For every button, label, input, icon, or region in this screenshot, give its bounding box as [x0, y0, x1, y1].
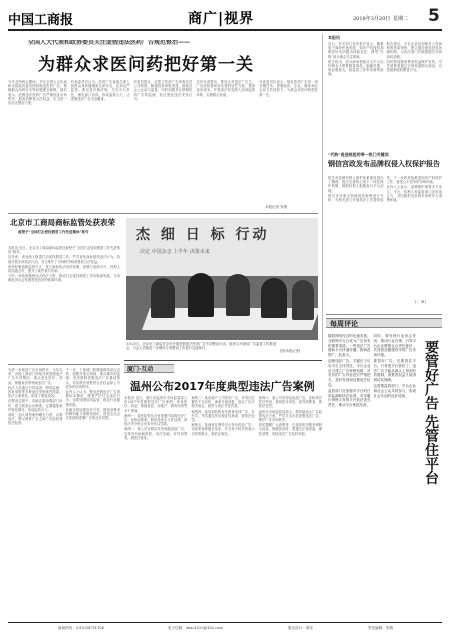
- photo-signage: 杰 细 日 标 行动: [136, 227, 270, 243]
- section-title: 商广|视界: [188, 11, 255, 27]
- photo-person-4: [261, 278, 287, 318]
- section-rule-left: [8, 213, 318, 214]
- newspaper-logo: 中国工商报: [8, 13, 74, 28]
- photo-caption: 3月20日，北京市工商局在全市开展虚假违法医药广告专项整治行动，组织召开商标广告监管工作推进会，与会人员就进一步做好专项整治工作进行交流探讨。: [126, 342, 276, 351]
- bottom-rule: [124, 360, 322, 361]
- photo-person-5: [292, 280, 314, 320]
- left-mid-headline: 北京市工商局商标监管处获表荣: [10, 218, 115, 227]
- news-tag: 厦门·互动: [124, 364, 174, 373]
- commentary-rule: [326, 314, 442, 315]
- issue-date: 2018年3月20日: [353, 16, 391, 22]
- photo-banner: 决定 中国杂志 上半年 决策未来: [140, 249, 210, 255]
- bottom-body: 本报讯 近日，浙江省温州市市场监管局公布2017年度典型违法广告案例，涉及医疗、药品、保健食品、房地产、教育培训等多个领域。 案例一：某医院发布含有虚假内容的医疗广告，宣称治愈率，利用患者名义作证明，被依法责令停止发布并处以罚款。 案例二：某公司在网站发布保健食品广告，宣传具有疾病预防、治疗功能，误导消费者，被依法查处。 案例三：某房地产公司发布广告，对项目位置作不实宣传，承诺升值回报，违反广告法相关规定，被责令改正并处罚款。 案例四：某培训机构发布教育培训广告，对升学、考试通过作出保证性承诺，被依法处罚。 案例五：某商家在网络平台发布药品广告，未经审查即擅自发布，并含有不科学的表示功效的断言，被依法查处。 案例六：某公司发布化妆品广告，宣称具有医疗作用，使用医疗用语，误导消费者，被依法处罚。 温州市市场监管局表示，将持续加大广告监管执法力度，严厉打击各类虚假违法广告，维护广告市场秩序。 同时提醒广大消费者，在选择医疗服务和购买药品、保健食品时，要通过正规渠道，理性消费，发现违法广告及时举报。: [124, 396, 322, 440]
- commentary-tag: 每周评论: [326, 318, 442, 328]
- left-mid-body: 本报讯 近日，北京市工商局商标监管处被授予“全国打击侵权假冒工作先进集体”称号。 近年来，该处深入推进打击侵权假冒工作，严厉查处商标侵权违法行为，持续开展专项执法行动，有力维护了市场秩序和消费者合法权益。 该处积极创新监管方式，建立商标执法协作机制，加强与电商平台、权利人的沟通合作，提升了案件查办效率。 今后，该处将继续加大执法力度，推动打击侵权假冒工作向纵深发展，为首都经济社会发展营造良好的营商环境。: [8, 246, 120, 283]
- footer-design: 版式设计：黄安: [288, 626, 314, 630]
- lower-left-rule: [8, 364, 120, 365]
- photo-person-2: [188, 273, 214, 317]
- photo-person-1: [151, 278, 175, 318]
- article-kicker: 全国人大代表和政协委员关注虚假违法医药广告规范整治——: [28, 40, 191, 45]
- right-top-headline: 钢信宫政发布品牌权侵入权保护报告: [328, 160, 440, 168]
- footer: [8, 626, 442, 634]
- footer-email: 电子信箱：zhao1033@163.com: [168, 626, 223, 630]
- right-top-author: (二 章): [415, 300, 426, 304]
- page-number: 5: [428, 6, 440, 26]
- lower-left-body: 为进一步规范广告市场秩序，今年以来，各地工商部门持续开展虚假违法广告专项整治，重点查处医疗、药品、保健食品等领域违法广告。 执法人员通过日常巡查、网络监测、投诉举报等多种途径发现案件线索，依法立案查处，取得了明显成效。 在整治过程中，各地注重加强部门协作，建立联席会议制度，定期通报案件查处情况，形成监管合力。 同时，加大典型案例曝光力度，以案说法，警示教育广告主和广告经营者依法经营。 下一步，工商部门将继续保持高压态势，加强对重点领域、重点媒介的监测，坚决遏制虚假违法广告蔓延势头，切实维护消费者合法权益和公平竞争的市场秩序。 业内人士认为，整治虚假违法广告需要标本兼治，既要严厉打击违法行为，也要加强信用监管，推动行业健康发展。 各地还将加强宣传引导，提高消费者的辨别能力和维权意识，营造全社会共同抵制虚假广告的良好氛围。: [8, 368, 120, 426]
- photo-person-3: [226, 274, 250, 316]
- article-headline: 为群众求医问药把好第一关: [38, 55, 254, 75]
- right-top-body: 近日，有关部门发布报告显示，随着电子商务快速发展，知识产权侵权和假冒伪劣问题出现新变化，网络“代购”成为重点关注领域。 报告指出，部分商家借助社交平台以代购名义销售假冒商品，隐蔽性强、取证难度大，给监管工作带来新的挑战。 报告建议，平台企业应加强对入驻商家的资质审核，建立健全侵权投诉处理机制，与执法部门开展数据共享和协同治理。 同时要加强消费者权益保护宣传，引导消费者通过正规渠道购买商品，自觉抵制侵权假冒行为。: [328, 42, 442, 77]
- right-top-subhead: “代购”是违规医药等一热门关键词: [328, 152, 389, 157]
- commentary-body: 随着网络经济的迅速发展，互联网平台已成为广告发布的重要渠道。一些违法广告借助平台快速传播，影响范围广、危害大。 治理违法广告，关键在于压实平台主体责任。平台企业应当建立广告审核机制，对发布的广告内容进行严格把关，及时发现和处置违法信息。 监管部门应加强对平台的日常监测和执法检查，对未履行审核义务的平台依法追究责任，推动平台规范经营。 同时，要发挥行业协会作用，推动行业自律，引导平台企业增强社会责任意识，共同营造健康有序的广告市场环境。 要管好广告，先要管住平台。只有把平台管好了，违法广告才能从源头上得到有效遏制，消费者权益才能得到切实保障。 这需要监管部门、平台企业和社会公众共同参与，形成社会共治的良好局面。: [328, 334, 416, 408]
- footer-editor: 责任编辑：李燕: [368, 626, 394, 630]
- column-divider-right: [322, 34, 323, 352]
- masthead: [8, 6, 442, 28]
- right-top-body-2: 报告对品牌权利人保护体系建设进行了梳理，提出完善线上线下一体化保护机制，鼓励权利人积极参与平台治理。 报告还对重点领域侵权案例进行分析，为相关部门开展执法工作提供参考。下一步将持续推进知识产权保护工作，营造公平竞争的市场环境。 业内人士表示，品牌保护需要多方参与，平台、权利人和监管部门应形成合力，共同维护良好的市场秩序与消费环境。: [328, 176, 442, 203]
- news-photo: [126, 218, 318, 340]
- footer-phone: 新闻热线：(010)34751106: [58, 626, 104, 630]
- issue-weekday: 星期二: [393, 16, 409, 22]
- masthead-rule: [8, 29, 442, 31]
- article-byline: 本报记者 李燕: [265, 205, 288, 209]
- left-mid-subhead: 被授予“全国打击侵权假冒工作先进集体”称号: [18, 230, 89, 234]
- bottom-headline: 温州公布2017年度典型违法广告案例: [130, 380, 315, 393]
- footer-rule: [8, 622, 442, 623]
- article-body: 今年全国两会期间，多名全国人大代表和全国政协委员围绕规范医药广告、保障群众用药安全等问题建言献策。他们表示，虚假违法医药广告严重扰乱市场秩序，损害消费者合法权益，应当进一步加大整治力度。 代表委员们认为，医药广告直接关系人民群众身体健康和生命安全，必须从严监管。要完善法律法规，压实平台责任，强化部门协同，形成监管合力，让虚假违法广告无处藏身。 有委员建议，应建立医药广告审查信息公开制度，畅通投诉举报渠道，鼓励社会公众参与监督。同时加强对互联网医药广告的监测，依法查处违法发布行为。 还有代表提出，要加大对违法广告主、广告经营者和发布者的处罚力度，提高违法成本，并将违法信息纳入信用监管体系，实施联合惩戒。 代表委员们表示，规范医药广告是一项长期任务，需要政府、企业、媒体和社会各方共同努力，为群众求医问药把好第一关。: [8, 80, 318, 106]
- commentary-title: 要管好广告 先管住平台: [423, 340, 439, 485]
- photo-credit: (图/本报记者): [280, 349, 301, 353]
- right-top-byline: 本报讯: [328, 35, 340, 40]
